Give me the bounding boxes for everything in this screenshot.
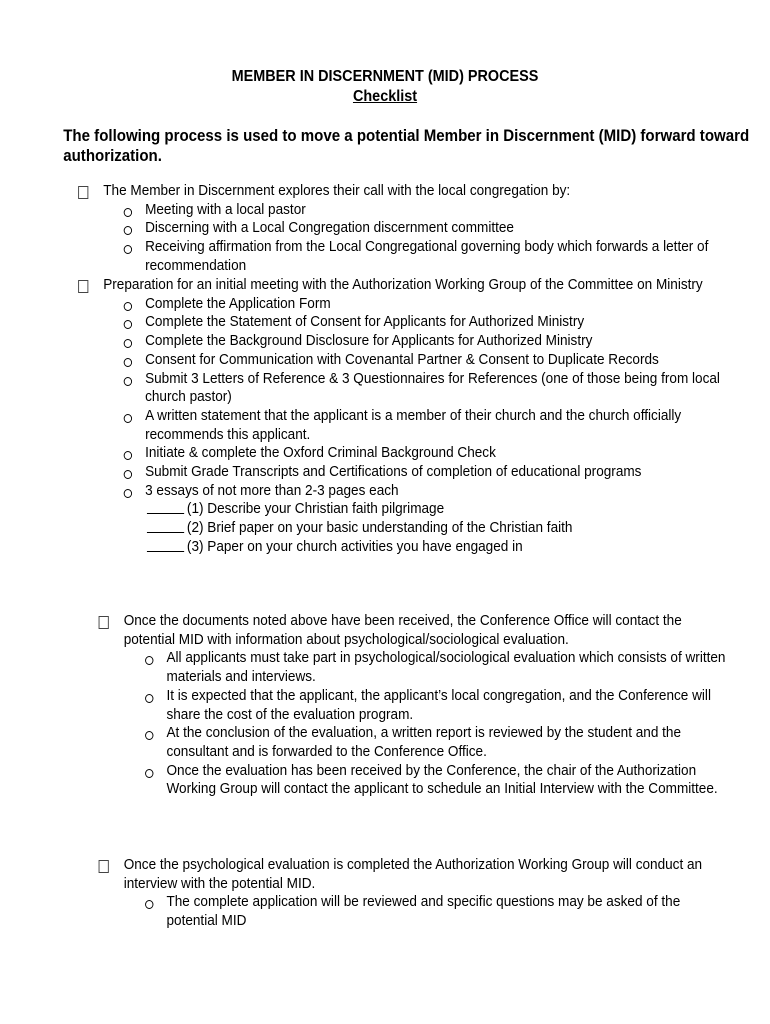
list-item [145, 724, 731, 761]
list-item-text: At the conclusion of the evaluation, a written report is reviewed by the student and the consultant and is forwarded to the Conference Office. [166, 725, 682, 760]
list-item [124, 332, 729, 351]
list-item [124, 351, 729, 370]
circle-bullet-icon [145, 656, 153, 665]
list-item-text: Once the evaluation has been received by the Conference, the chair of the Authorization Working Group will contact the applicant to schedule an Initial Interview with the Committee. [166, 762, 718, 798]
circle-bullet-icon [145, 900, 153, 909]
list-item-text: The complete application will be reviewed and specific questions may be asked of the potential MID [166, 894, 681, 930]
checklist-section-3 [99, 612, 731, 799]
circle-bullet-icon [124, 320, 132, 329]
checkbox-icon[interactable] [99, 860, 109, 873]
list-item-text: Complete the Application Form [145, 295, 331, 312]
essay-text: (2) Brief paper on your basic understanding of the Christian faith [186, 520, 573, 537]
circle-bullet-icon [124, 470, 132, 479]
checkbox-icon[interactable] [78, 186, 88, 199]
circle-bullet-icon [124, 245, 132, 254]
intro-paragraph: The following process is used to move a potential Member in Discernment (MID) forward toward authorization. [63, 127, 750, 165]
checklist-section-4 [99, 856, 731, 931]
list-item [145, 762, 731, 799]
list-item [124, 313, 729, 332]
essay-text: (3) Paper on your church activities you have engaged in [186, 538, 523, 555]
checklist-item-text: Once the psychological evaluation is completed the Authorization Working Group will conduct an interview with the potential MID. [123, 857, 703, 892]
circle-bullet-icon [124, 339, 132, 348]
checklist-item-text: The Member in Discernment explores their call with the local congregation by: [103, 183, 571, 199]
list-item-text: Submit 3 Letters of Reference & 3 Questionnaires for References (one of those being from local church pastor) [145, 370, 720, 406]
circle-bullet-icon [124, 489, 132, 498]
essay-text: (1) Describe your Christian faith pilgrimage [186, 501, 445, 518]
list-item [124, 463, 729, 482]
list-item [145, 649, 731, 686]
essay-item [147, 519, 729, 538]
list-item [145, 893, 731, 930]
list-item-text: 3 essays of not more than 2-3 pages each [145, 482, 399, 499]
circle-bullet-icon [124, 226, 132, 235]
list-item-text: Submit Grade Transcripts and Certifications of completion of educational programs [145, 464, 642, 481]
blank-line[interactable] [147, 500, 184, 514]
circle-bullet-icon [124, 451, 132, 460]
checkbox-icon[interactable] [99, 616, 109, 629]
circle-bullet-icon [124, 302, 132, 311]
list-item [124, 219, 729, 238]
list-item-text: It is expected that the applicant, the applicant’s local congregation, and the Conference will share the cost of the evaluation program. [166, 687, 711, 723]
list-item-text: Complete the Statement of Consent for Applicants for Authorized Ministry [145, 314, 585, 331]
circle-bullet-icon [124, 377, 132, 386]
list-item-text: Initiate & complete the Oxford Criminal Background Check [145, 445, 496, 462]
circle-bullet-icon [124, 358, 132, 367]
blank-line[interactable] [147, 538, 184, 552]
essay-item [147, 538, 729, 557]
checkbox-icon[interactable] [78, 280, 88, 293]
list-item-text: Consent for Communication with Covenantal Partner & Consent to Duplicate Records [145, 351, 659, 368]
circle-bullet-icon [124, 414, 132, 423]
checklist-section-2 [78, 276, 729, 557]
list-item-text: Complete the Background Disclosure for Applicants for Authorized Ministry [145, 333, 593, 350]
list-item [145, 687, 731, 724]
blank-line[interactable] [147, 519, 184, 533]
circle-bullet-icon [124, 208, 132, 217]
checklist-item-text: Once the documents noted above have been received, the Conference Office will contact the potential MID with information about psychological/sociological evaluation. [123, 613, 682, 648]
list-item [124, 482, 729, 501]
essay-item [147, 500, 729, 519]
list-item [124, 238, 729, 275]
list-item [124, 370, 729, 407]
document-title: MEMBER IN DISCERNMENT (MID) PROCESS [231, 68, 539, 85]
list-item-text: All applicants must take part in psychological/sociological evaluation which consists of written materials and interviews. [166, 650, 726, 686]
list-item [124, 201, 729, 220]
circle-bullet-icon [145, 694, 153, 703]
list-item-text: A written statement that the applicant is a member of their church and the church officially recommends this applicant. [145, 407, 682, 443]
document-subtitle: Checklist [352, 88, 418, 105]
list-item [124, 407, 729, 444]
list-item-text: Receiving affirmation from the Local Congregational governing body which forwards a letter of recommendation [145, 239, 709, 274]
list-item-text: Meeting with a local pastor [145, 201, 306, 218]
list-item [124, 295, 729, 314]
circle-bullet-icon [145, 769, 153, 778]
checklist-item-text: Preparation for an initial meeting with the Authorization Working Group of the Committee on Ministry [103, 277, 703, 293]
checklist-section-1 [78, 182, 729, 276]
circle-bullet-icon [145, 731, 153, 740]
list-item [124, 444, 729, 463]
list-item-text: Discerning with a Local Congregation discernment committee [145, 220, 514, 237]
